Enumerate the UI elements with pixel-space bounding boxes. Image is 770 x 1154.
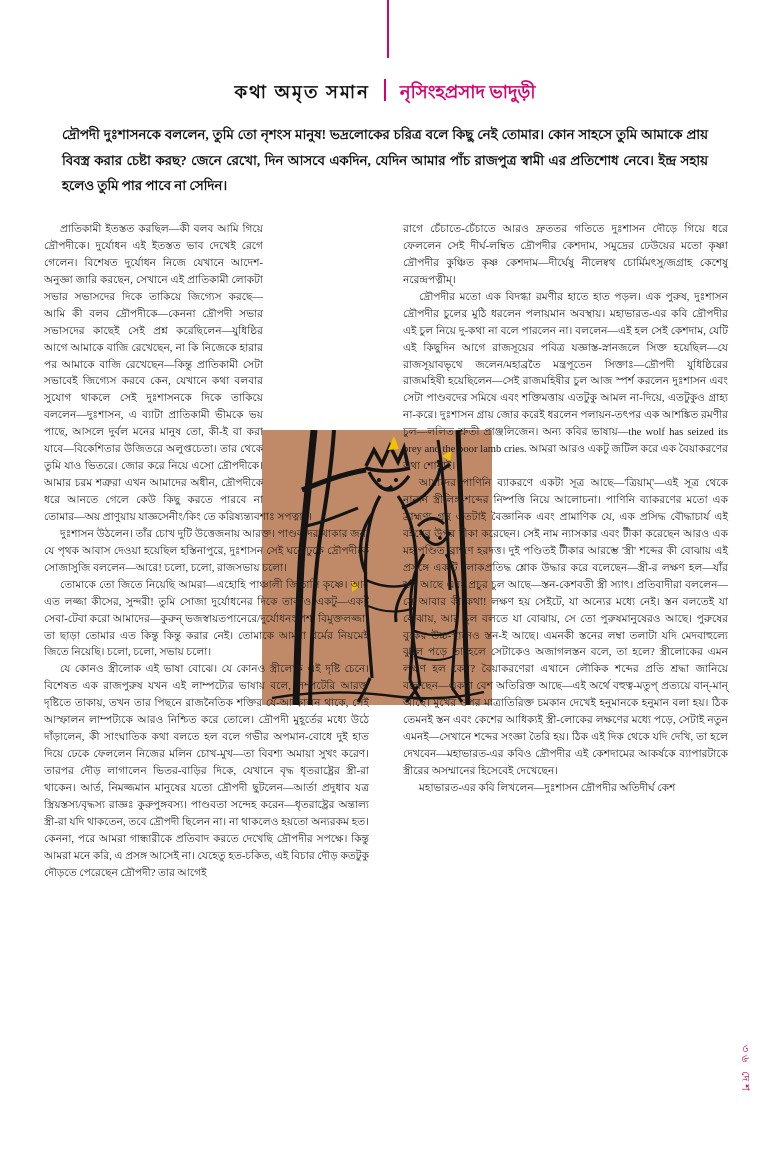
paragraph: তোমাকে তো জিতে নিয়েছি আমরা—এহোহি পাঞ্চালী জিতাসি কৃষ্ণে। আর এত লজ্জা কীসের, সুন্দরী! তুমি সোজা দুর্যোধনের দিকে তাকাও একটু—একটু সেবা-টেবা করো আমাদের—কুরুন্ ভজস্বায়তপানেরে/দুর্যোধনং পশ্য বিমুক্তলজ্জা। তা ছাড়া তোমার এত কিন্তু কিন্তু করার নেই। তোমাকে আমরা ধর্মের নিয়মেই জিতে নিয়েছি। চলো, চলো, সভায় চলো। <box>44 579 369 659</box>
paragraph: যে কোনও স্ত্রীলোক এই ভাষা বোঝে। যে কোনও স্ত্রীলোক এই দৃষ্টি চেনে। বিশেষত এক রাজপুরুষ যখন এই লাম্পট্যের ভাষায় বলে, লম্পটেরি আরক্ত দৃষ্টিতে তাকায়, তখন তার পিছনে রাজনৈতিক শক্তির যে-আস্ফালন থাকে, সেই আস্ফালন লাম্পট্যকে আরও নিশ্চিত করে তোলে। দ্রৌপদী মুহূর্তের মধ্যে উঠে দাঁড়ালেন, কী সাংঘাতিক কথা বলতে হল বলে গভীর অপমান-বোধে দুই হাত দিয়ে ঢেকে ফেললেন নিজের মলিন চোখ-মুখ—তা বিবশ্য অমায়া সুখং করেণ। তারপর দৌড় লাগালেন ভিতর-বাড়ির দিকে, যেখানে বৃদ্ধ ধৃতরাষ্ট্রের স্ত্রী-রা থাকেন। আর্ত, নিমজ্জমান মানুষের যতো দ্রৌপদী ছুটলেন—আর্তা প্রদুধাব যত্র স্ত্রিয়স্তস্য/বৃদ্ধস্য রাজ্ঞঃ কুরুপুঙ্গবস্য। পাণ্ডবতা সন্দেহ করেন—ধৃতরাষ্ট্রের অন্তাল্য স্ত্রী-রা যদি থাকতেন, তবে দ্রৌপদী ছিলেন না। না থাকলেও হয়তো অন্যরকম হত। কেননা, পরে আমরা গান্ধারীকে প্রতিবাদ করতে দেখেছি দ্রৌপদীর সপক্ষে। কিন্তু আমরা মনে করি, এ প্রসঙ্গ আসেই না। যেহেতু হত-চকিত, এই বিচার দৌড় কতটুকু দৌড়তে পেরেছেন দ্রৌপদী? তার আগেই <box>44 664 369 879</box>
folio <box>735 1045 754 1094</box>
page-title: কথা অমৃত সমান <box>234 82 370 102</box>
figure-wrap-spacer <box>263 222 369 504</box>
header-divider <box>384 79 386 101</box>
paragraph: মহাভারত-এর কবি লিখলেন—দুঃশাসন দ্রৌপদীর অতিদীর্ঘ কেশ <box>419 782 676 794</box>
column-right <box>403 222 728 798</box>
top-accent-rule <box>387 0 389 58</box>
article-standfirst: দ্রৌপদী দুঃশাসনকে বললেন, তুমি তো নৃশংস মানুষ! ভদ্রলোকের চরিত্র বলে কিছু নেই তোমার। কোন সাহসে তুমি আমাকে প্রায় বিবস্ত্র করার চেষ্টা করছ? জেনে রেখো, দিন আসবে একদিন, যেদিন আমার পাঁচ রাজপুত্র স্বামী এর প্রতিশোধ নেবে। ইন্দ্র সহায় হলেও তুমি পার পাবে না সেদিন। <box>62 127 708 194</box>
paragraph: আমাদের পাণিনি ব্যাকরণে একটা সূত্র আছে—'ত্রিয়াম্‌'—এই সূত্র থেকে নানান স্ত্রীলিঙ্গ-শব্দের নিষ্পত্তি নিয়ে আলোচনা। পাণিনি ব্যাকরণের মতো এক ব্রাহ্মণ্য গ্রন্থ এতটাই বৈজ্ঞানিক এবং প্রামাণিক যে, এক প্রসিদ্ধ বৌদ্ধাচার্য এই বইয়ের উপর টীকা করেছেন। সেই নাম ন্যাসকার এবং টীকা করেছেন আরও এক মহাপণ্ডিত ব্রাহ্মণ হরদত্ত। দুই পণ্ডিতই টীকার আরম্ভে 'স্ত্রী' শব্দের কী বোঝায় এই প্রসঙ্গে একটি লোকপ্রতিদ্ধ শ্লোক উদ্ধার করে বলেছেন—স্ত্রী-র লক্ষণ হল—যাঁর স্তন আছে এবং প্রচুর চুল আছে—স্তন-কেশবতী স্ত্রী স্যাৎ। প্রতিবাদীরা বললেন—সে আবার কী কথা! লক্ষণ হয় সেইটে, যা অন্যের মধ্যে নেই। স্তন বলতেই যা বোঝায়, আর চুল বলতে যা বোঝায়, সে তো পুরুষমানুষেরও আছে। পুরুষের বুকের উচ্চ-স্থানেও স্তন-ই আছে। এমনকী স্তনের লম্বা তলাটা যদি মেদবাহুল্যে ঝুলে পড়ে তা হলে সেটাকেও অজাগলস্তন বলে, তা হলে? স্ত্রীলোকের এমন লক্ষণ হল কেন? বৈয়াকরণেরা এখানে লৌকিক শব্দের প্রতি শ্রদ্ধা জানিয়ে বলেছেন—একটা বেশ অতিরিক্ত আছে—এই অর্থে বহুত্ব-মতুপ্‌ প্রত্যয়ে বান্-মান্‌ আছে। মুখের ওপর মাত্রাতিরিক্ত চমকান দেখেই হনুমানকে হনুমান বলা হয়। ঠিক তেমনই স্তন এবং কেশের আধিক্যই স্ত্রী-লোকের লক্ষণের মধ্যে পড়ে, সেটাই নতুন এমনই—সেখানে শব্দের সংজ্ঞা তৈরি হয়। ঠিক এই দিক থেকে যদি দেখি, তা হলে দেখবেন—মহাভারত-এর কবিও দ্রৌপদীর এই কেশদামের আকর্ষকে ব্যাপারটাকে স্ত্রীরের অসম্মানের হিসেবেই দেখেছেন। <box>403 478 728 777</box>
paragraph: দ্রৌপদীর মতো এক বিদগ্ধা রমণীর হাতে হাত পড়ল। এক পুরুষ, দুঃশাসন দ্রৌপদীর চুলের মুঠি ধরলেন পলায়মান অবস্থায়। মহাভারত-এর কবি দ্রৌপদীর এই চুল নিয়ে দু-কথা না বলে পারলেন না। বললেন—এই হল সেই কেশদাম, যেটি এই কিছুদিন আগে রাজসূয়ের পবিত্র যজ্ঞাস্ত-স্নানজলে সিক্ত হয়েছিল—যে রাজসূয়াবভৃথে জলেন/মহাব্রতৈ মন্ত্রপূতেন সিক্তাঃ—দ্রৌপদী যুধিষ্ঠিরের রাজমহিষী হয়েছিলেন—সেই রাজমহিষীর চুল আজ স্পর্শ করলেন দুঃশাসন এবং সেটা পাণ্ডবদের সমিষে এবং শক্তিমত্তায় এতটুকু আমল না-দিয়ে, এতটুকুও গ্রাহ্য না-করে। দুঃশাসন গ্রায় জোর করেই ধরলেন পলায়ন-তৎপর এক আশঙ্কিত রমণীর চুল—ললিত শ্রুতী প্রাঞ্জলিজেন। অন্য কবির ভাষায়—the wolf has seized its prey and the poor lamb cries. আমরা আরও একটু জটিল করে এক বৈয়াকরণের কথা শোনাই। <box>403 291 728 473</box>
page-number: ৩৬ <box>739 1045 751 1066</box>
author-name: নৃসিংহপ্রসাদ ভাদুড়ী <box>399 82 536 102</box>
paragraph: দুঃশাসন উঠলেন। তাঁর চোখ দুটি উত্তেজনায় আরক্ত। পাণ্ডবদের থাকার জন্য যে পৃথক আবাস দেওয়া হয়েছিল হস্তিনাপুরে, দুঃশাসন সেই ঘরে ঢুকে দ্রৌপদীকে সোজাসুজি বললেন—আরে! চলো, চলো, রাজসভায় চলো। <box>44 528 369 574</box>
body-columns <box>44 222 728 1102</box>
article-header <box>0 76 770 109</box>
column-left <box>44 222 369 883</box>
paragraph: রাগে চেঁচাতে-চেঁচাতে আরও দ্রুততর গতিতে দুঃশাসন দৌড়ে গিয়ে ধরে ফেললেন সেই দীর্ঘ-লম্বিত দ্রৌপদীর কেশদাম, সমুদ্রের ঢেউয়ের মতো কৃষ্ণা দ্রৌপদীর কুঞ্চিত কৃষ্ণ কেশদাম—দীর্ঘেষু নীলেষ্বথ চোর্মিমৎসু/জগ্রাহ কেশেষু নরেন্দ্রপত্নীম্‌। <box>403 224 728 286</box>
paragraph: প্রাতিকামী ইতস্তত করছিল—কী বলব আমি গিয়ে দ্রৌপদীকে। দুর্যোধন এই ইতস্তত ভাব দেখেই রেগে গেলেন। বিশেষত দুর্যোধন নিজে যেখানে আদেশ-অনুজ্ঞা জারি করছেন, সেখানে এই প্রাতিকামী লোকটা সভার সভাসদের দিকে তাকিয়ে জিগ্যেস করছে—আমি কী বলব দ্রৌপদীকে—কেননা দ্রৌপদী সভার সভাসদের কাছেই সেই প্রশ্ন করেছিলেন—যুধিষ্ঠির আগে আমাকে বাজি রেখেছেন, না কি নিজেকে হারার পর আমাকে বাজি রেখেছেন—কিন্তু প্রাতিকামী সেটা সভাবেই জিগ্যেস করবে কেন, যেখানে কথা বলবার সুযোগ থাকলে সেই দুঃশাসনকে দিকে তাকিয়ে বললেন—দুঃশাসন, এ ব্যাটা প্রাতিকামী ভীমকে ভয় পাছে, আসলে দুর্বল মনের মানুষ তো, কী-ই বা করা যাবে—বিকেশিতার উজিতরে অলুপ্তচেতা। তার থেকে তুমি যাও ভিতরে। জোর করে নিয়ে এসো দ্রৌপদীকে। আমার চরম শত্রুরা এখন আমাদের অধীন, দ্রৌপদীকে ধরে আনতে গেলে কেউ কিছু করতে পারবে না তোমার—অয় প্রাণুয়ায় যাজ্ঞসেনীং/কিং তে করিষ্যন্ত্যবশাঃ সপত্নাঃ। <box>44 224 312 523</box>
publication-name: দেশ <box>739 1071 751 1094</box>
